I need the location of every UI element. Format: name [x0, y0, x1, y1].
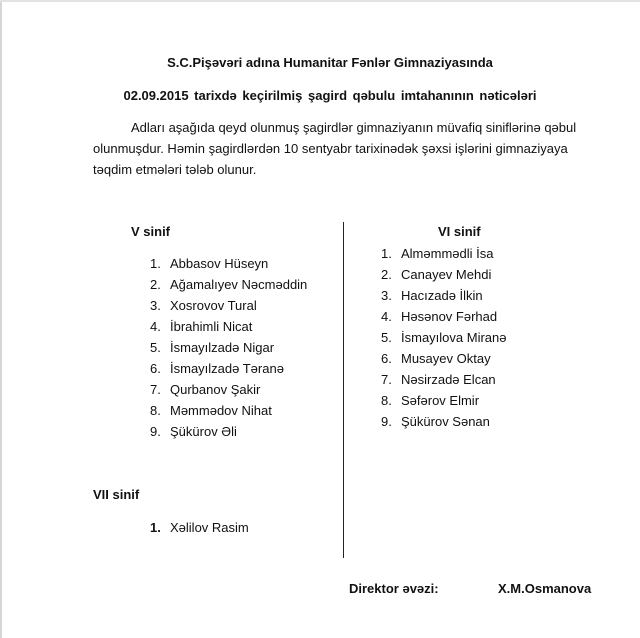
student-name: İbrahimli Nicat: [170, 319, 253, 334]
class-heading-vii: VII sinif: [93, 487, 140, 502]
page-left-border: [0, 0, 2, 638]
item-number: 7.: [381, 372, 392, 387]
student-name: Həsənov Fərhad: [401, 309, 498, 324]
item-number: 9.: [150, 424, 161, 439]
item-number: 1.: [381, 246, 392, 261]
list-item: [150, 295, 307, 316]
item-number: 9.: [381, 414, 392, 429]
item-number: 1.: [150, 520, 161, 535]
list-item: [381, 348, 506, 369]
item-number: 2.: [150, 277, 161, 292]
class-heading-vi: VI sinif: [438, 224, 481, 239]
list-item: [381, 390, 506, 411]
list-item: [381, 369, 506, 390]
student-name: Nəsirzadə Elcan: [401, 372, 496, 387]
item-number: 8.: [381, 393, 392, 408]
student-list-vi: [381, 243, 506, 432]
list-item: [150, 421, 307, 442]
item-number: 4.: [381, 309, 392, 324]
list-item: [150, 379, 307, 400]
intro-text: Adları aşağıda qeyd olunmuş şagirdlər gimnaziyanın müvafiq siniflərinə qəbul olunmuşdur. Həmin şagirdlərdən 10 sentyabr tarixinədək şəxsi işlərini gimnaziyaya təqdim etmələri tələb olunur.: [93, 120, 577, 177]
student-name: Abbasov Hüseyn: [170, 256, 269, 271]
list-item: [381, 264, 506, 285]
student-list-v: [150, 253, 307, 442]
document-subtitle: 02.09.2015 tarixdə keçirilmiş şagird qəbulu imtahanının nəticələri: [123, 88, 537, 103]
student-name: Alməmmədli İsa: [401, 246, 494, 261]
list-item: [150, 517, 249, 538]
list-item: [150, 253, 307, 274]
item-number: 5.: [150, 340, 161, 355]
document-title: S.C.Pişəvəri adına Humanitar Fənlər Gimnaziyasında: [167, 55, 493, 70]
list-item: [381, 306, 506, 327]
item-number: 6.: [381, 351, 392, 366]
column-divider: [343, 222, 344, 558]
student-name: İsmayılzadə Təranə: [170, 361, 284, 376]
item-number: 6.: [150, 361, 161, 376]
student-name: Səfərov Elmir: [401, 393, 480, 408]
signature-role: Direktor əvəzi:: [349, 581, 439, 596]
item-number: 3.: [150, 298, 161, 313]
class-heading-v: V sinif: [131, 224, 171, 239]
signature-name: X.M.Osmanova: [498, 581, 592, 596]
item-number: 4.: [150, 319, 161, 334]
list-item: [150, 400, 307, 421]
student-name: Məmmədov Nihat: [170, 403, 272, 418]
student-name: Şükürov Sənan: [401, 414, 490, 429]
student-name: Hacızadə İlkin: [401, 288, 483, 303]
student-list-vii: [150, 517, 249, 538]
list-item: [381, 327, 506, 348]
list-item: [381, 411, 506, 432]
student-name: İsmayılzadə Nigar: [170, 340, 275, 355]
item-number: 1.: [150, 256, 161, 271]
list-item: [381, 243, 506, 264]
student-name: Qurbanov Şakir: [170, 382, 261, 397]
item-number: 8.: [150, 403, 161, 418]
student-name: Xosrovov Tural: [170, 298, 257, 313]
student-name: Canayev Mehdi: [401, 267, 492, 282]
list-item: [150, 274, 307, 295]
student-name: Ağamalıyev Nəcməddin: [170, 277, 308, 292]
list-item: [150, 337, 307, 358]
item-number: 7.: [150, 382, 161, 397]
intro-paragraph: [93, 117, 583, 180]
item-number: 2.: [381, 267, 392, 282]
page-top-border: [0, 0, 640, 2]
student-name: Şükürov Əli: [170, 424, 237, 439]
item-number: 3.: [381, 288, 392, 303]
student-name: Xəlilov Rasim: [170, 520, 249, 535]
list-item: [381, 285, 506, 306]
list-item: [150, 316, 307, 337]
item-number: 5.: [381, 330, 392, 345]
list-item: [150, 358, 307, 379]
student-name: İsmayılova Miranə: [401, 330, 507, 345]
student-name: Musayev Oktay: [401, 351, 491, 366]
